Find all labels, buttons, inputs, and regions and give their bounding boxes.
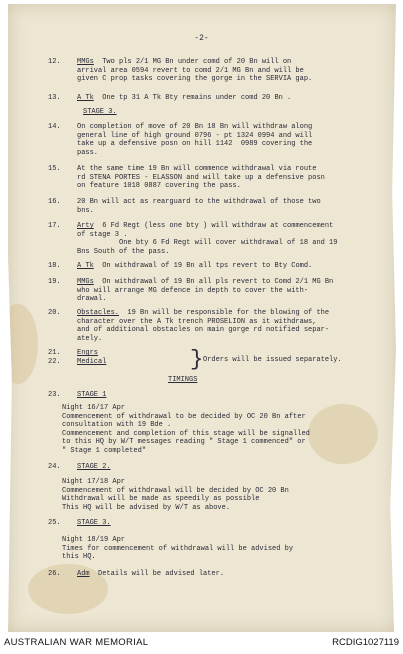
paragraph-text: At the same time 19 Bn will commence withdrawal via route rd STENA PORTES - ELASSON and will take up a defensive posn on feature 1018 0887 covering the pass. [77, 165, 325, 191]
paragraph-15 [48, 165, 368, 191]
paragraph-number: 14. [48, 123, 61, 131]
paragraph-text: Two pls 2/1 MG Bn under comd of 20 Bn will on arrival area 0594 revert to comd 2/1 MG Bn and will be given C prop tasks covering the gorge in the SERVIA gap. [77, 58, 313, 84]
paragraph-number: 15. [48, 165, 61, 173]
stage-3-heading: STAGE 3. [83, 108, 117, 116]
paragraph-25-text: Night 18/19 Apr Times for commencement of withdrawal will be advised by this HQ. [62, 536, 294, 562]
paragraph-number: 17. [48, 222, 61, 230]
paragraph-heading: A Tk [77, 262, 94, 270]
footer-id: RCDIG1027119 [332, 637, 399, 648]
paragraph-heading: Obstacles. [77, 309, 120, 317]
paragraph-heading: Medical [77, 358, 107, 366]
paragraph-number: 13. [48, 94, 61, 102]
paragraph-20 [48, 309, 368, 343]
paragraph-25 [48, 519, 368, 528]
paragraph-heading: Adm [77, 570, 90, 578]
paragraph-heading: STAGE 1 [77, 391, 107, 399]
paragraph-number: 21. [48, 349, 61, 357]
paragraph-number: 22. [48, 358, 61, 366]
paragraph-12 [48, 58, 368, 84]
paragraph-text: 19 Bn will be responsible for the blowing of the character over the A Tk trench PROSELION as it withdraws, and of additional obstacles on main gorge rd notified separ- ately. [77, 309, 330, 343]
paragraph-heading: A Tk [77, 94, 94, 102]
paragraph-18 [48, 262, 368, 271]
brace-mark: } [190, 347, 204, 372]
timings-heading: TIMINGS [168, 376, 198, 384]
paragraph-number: 23. [48, 391, 61, 399]
paragraph-13 [48, 94, 368, 103]
paragraph-number: 16. [48, 198, 61, 206]
footer-bar [0, 632, 403, 654]
paragraph-number: 24. [48, 463, 61, 471]
orders-text: Orders will be issued separately. [203, 356, 342, 364]
paragraph-16 [48, 198, 368, 215]
paragraph-number: 18. [48, 262, 61, 270]
paragraph-text: On withdrawal of 19 Bn all pls revert to Comd 2/1 MG Bn who will arrange MG defence in depth to cover the with- drawal. [77, 278, 334, 304]
footer-source: AUSTRALIAN WAR MEMORIAL [4, 637, 149, 648]
paragraph-text: On completion of move of 20 Bn 18 Bn will withdraw along general line of high ground 0796 - pt 1324 0994 and will take up a defensive posn on hill 1142 0989 covering the pass. [77, 123, 313, 157]
paragraph-heading: STAGE 2. [77, 463, 111, 471]
paragraph-text: 6 Fd Regt (less one bty ) will withdraw at commencement of stage 3 . One bty 6 Fd Regt will cover withdrawal of 18 and 19 Bns South of the pass. [77, 222, 338, 256]
paragraph-17 [48, 222, 368, 256]
page-number: -2- [194, 34, 209, 43]
paragraph-heading: STAGE 3. [77, 519, 111, 527]
paragraph-23 [48, 391, 368, 400]
paragraph-number: 26. [48, 570, 61, 578]
paragraph-number: 19. [48, 278, 61, 286]
paragraph-text: 20 Bn will act as rearguard to the withdrawal of those two bns. [77, 198, 321, 215]
paragraph-number: 25. [48, 519, 61, 527]
paragraph-19 [48, 278, 368, 304]
paragraph-26 [48, 570, 368, 579]
paragraph-number: 20. [48, 309, 61, 317]
paragraph-heading: MMGs [77, 278, 94, 286]
paragraph-24-text: Night 17/18 Apr Commencement of withdrawal will be decided by OC 20 Bn Withdrawal will be made as speedily as possible This HQ will be advised by W/T as above. [62, 478, 289, 512]
paragraph-heading: Engrs [77, 349, 99, 357]
paragraph-text: Details will be advised later. [89, 570, 225, 578]
paragraph-heading: Arty [77, 222, 94, 230]
paragraph-23-text: Night 16/17 Apr Commencement of withdrawal to be decided by OC 20 Bn after consultation with 19 Bde . Commencement and completion of this stage will be signalled to this HQ by W/T messages reading " Stage 1 commenced" or " Stage 1 completed" [62, 404, 310, 455]
paragraph-heading: MMGs [77, 58, 94, 66]
paragraph-number: 12. [48, 58, 61, 66]
paragraph-text: One tp 31 A Tk Bty remains under comd 20 Bn . [93, 94, 292, 102]
paragraph-24 [48, 463, 368, 472]
paragraph-14 [48, 123, 368, 157]
paragraph-text: On withdrawal of 19 Bn all tps revert to Bty Comd. [93, 262, 313, 270]
